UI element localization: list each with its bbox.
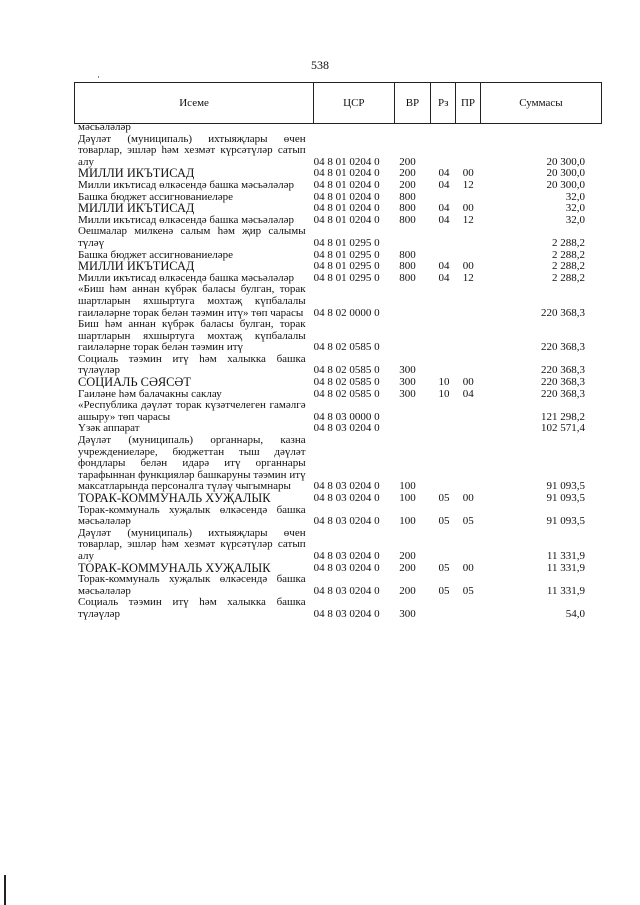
row-csr: 04 8 02 0585 0 (313, 341, 380, 354)
row-vr: 100 (399, 515, 416, 528)
table-row (74, 180, 601, 192)
table-row (74, 400, 601, 423)
row-sum: 32,0 (565, 190, 585, 203)
row-sum: 2 288,2 (551, 236, 585, 249)
row-sum: 20 300,0 (546, 167, 585, 180)
row-csr: 04 8 01 0204 0 (313, 202, 380, 215)
row-name: Милли икътисад өлкәсендә башка мәсьәләләр (78, 213, 294, 226)
row-rz: 04 (438, 260, 450, 273)
row-csr: 04 8 03 0204 0 (313, 584, 380, 597)
row-csr: 04 8 03 0000 0 (313, 410, 380, 423)
header-vr: ВР (395, 83, 432, 123)
row-name: Оешмалар милкенә салым һәм җир салымы түләү (78, 225, 306, 249)
row-vr: 200 (399, 155, 416, 168)
row-csr: 04 8 01 0295 0 (313, 271, 380, 284)
row-vr: 200 (399, 549, 416, 562)
table-row (74, 574, 601, 597)
row-name: Дәүләт (муниципаль) органнары, казна учреждениеләре, бюджеттан тыш дәүләт фондлары белән идарә итү органнары тарафыннан функцияләр башкаруны тәэмин итү максатларында персоналга түләү чыгымнары (78, 434, 306, 493)
row-rz: 04 (438, 178, 450, 191)
row-csr: 04 8 02 0585 0 (313, 376, 380, 389)
row-csr: 04 8 03 0204 0 (313, 561, 380, 574)
row-csr: 04 8 01 0295 0 (313, 260, 380, 273)
row-name: «Республика дәүләт торак күзәтчелеген гамәлгә ашыру» төп чарасы (78, 399, 306, 423)
table-row (74, 319, 601, 354)
row-sum: 220 368,3 (540, 387, 585, 400)
table-row (74, 597, 601, 620)
page-number: 538 (311, 58, 329, 72)
row-csr: 04 8 01 0204 0 (313, 213, 380, 226)
table-row (74, 435, 601, 493)
row-sum: 32,0 (565, 213, 585, 226)
header-sum: Суммасы (481, 83, 602, 123)
row-sum: 2 288,2 (551, 260, 585, 273)
row-name: Торак-коммуналь хуҗалык өлкәсендә башка мәсьәләләр (78, 503, 306, 528)
row-sum: 220 368,3 (540, 364, 585, 377)
row-vr: 300 (399, 364, 416, 377)
row-sum: 54,0 (565, 607, 585, 620)
row-csr: 04 8 03 0204 0 (313, 515, 380, 528)
row-rz: 05 (438, 584, 450, 597)
row-vr: 300 (399, 387, 416, 400)
row-sum: 2 288,2 (551, 248, 585, 261)
row-csr: 04 8 03 0204 0 (313, 549, 380, 562)
table-row (74, 122, 601, 134)
row-name: мәсьәләләр (78, 121, 131, 133)
table-row (74, 261, 601, 273)
header-csr: ЦСР (314, 83, 394, 123)
row-name: Социаль тәэмин итү һәм халыкка башка түләүләр (78, 596, 306, 620)
row-name: Башка бюджет ассигнованиеләре (78, 248, 233, 261)
row-name: Дәүләт (муниципаль) ихтыяҗлары өчен товарлар, эшләр һәм хезмәт күрсәтүләр сатып алу (78, 526, 306, 562)
row-sum: 220 368,3 (540, 341, 585, 354)
row-name: «Биш һәм аннан күбрәк баласы булган, торак шартларын яхшыртуга мохтаҗ күпбалалы гаиләләрне торак белән тәэмин итү» төп чарасы (78, 283, 306, 319)
header-pr: ПР (456, 83, 481, 123)
row-vr: 200 (399, 561, 416, 574)
row-pr: 00 (462, 260, 474, 273)
header-name: Исеме (75, 83, 314, 123)
row-pr: 00 (462, 561, 474, 574)
row-vr: 200 (399, 167, 416, 180)
row-sum: 220 368,3 (540, 376, 585, 389)
row-csr: 04 8 01 0295 0 (313, 248, 380, 261)
row-name: ТОРАК-КОММУНАЛЬ ХУҖАЛЫК (78, 491, 271, 505)
row-vr: 100 (399, 480, 416, 493)
row-vr: 800 (399, 271, 416, 284)
row-pr: 12 (462, 178, 474, 191)
row-csr: 04 8 03 0204 0 (313, 492, 380, 504)
row-vr: 300 (399, 376, 416, 389)
row-rz: 05 (438, 515, 450, 528)
table-row (74, 528, 601, 563)
row-pr: 05 (462, 584, 474, 597)
table-row (74, 203, 601, 215)
table-row (74, 505, 601, 528)
row-rz: 04 (438, 202, 450, 215)
row-name: Биш һәм аннан күбрәк баласы булган, торак шартларын яхшыртуга мохтаҗ күпбалалы гаиләләрне торак белән тәэмин итү (78, 318, 306, 354)
row-name: Дәүләт (муниципаль) ихтыяҗлары өчен товарлар, эшләр һәм хезмәт күрсәтүләр сатып алу (78, 132, 306, 168)
table-row (74, 493, 601, 505)
table-row (74, 134, 601, 169)
row-name: Торак-коммуналь хуҗалык өлкәсендә башка мәсьәләләр (78, 573, 306, 597)
row-pr: 04 (462, 387, 474, 400)
row-sum: 32,0 (565, 202, 585, 215)
row-sum: 91 093,5 (546, 515, 585, 528)
row-csr: 04 8 02 0585 0 (313, 387, 380, 400)
row-sum: 11 331,9 (546, 561, 585, 574)
row-rz: 10 (438, 387, 450, 400)
row-pr: 05 (462, 515, 474, 528)
row-rz: 05 (438, 561, 450, 574)
row-name: Милли икътисад өлкәсендә башка мәсьәләләр (78, 178, 294, 191)
row-csr: 04 8 03 0204 0 (313, 607, 380, 620)
row-sum: 220 368,3 (540, 306, 585, 319)
row-csr: 04 8 01 0204 0 (313, 155, 380, 168)
row-rz: 04 (438, 213, 450, 226)
table-row (74, 354, 601, 377)
row-vr: 800 (399, 260, 416, 273)
row-name: МИЛЛИ ИКЪТИСАД (78, 259, 195, 274)
row-pr: 00 (462, 167, 474, 180)
row-sum: 2 288,2 (551, 271, 585, 284)
row-pr: 00 (462, 492, 474, 504)
row-name: Социаль тәэмин итү һәм халыкка башка түләүләр (78, 352, 306, 377)
row-sum: 121 298,2 (540, 410, 585, 423)
row-sum: 11 331,9 (546, 584, 585, 597)
row-csr: 04 8 03 0204 0 (313, 480, 380, 493)
row-pr: 00 (462, 202, 474, 215)
table-body (74, 122, 601, 621)
scan-edge (4, 875, 6, 905)
row-rz: 10 (438, 376, 450, 389)
scan-mark (98, 76, 99, 78)
row-rz: 04 (438, 167, 450, 180)
header-rz: Рз (431, 83, 456, 123)
table-row (74, 284, 601, 319)
row-csr: 04 8 01 0204 0 (313, 190, 380, 203)
table-row (74, 377, 601, 389)
row-name: ТОРАК-КОММУНАЛЬ ХУҖАЛЫК (78, 560, 271, 575)
row-vr: 100 (399, 492, 416, 504)
row-csr: 04 8 02 0000 0 (313, 306, 380, 319)
row-rz: 05 (438, 492, 450, 504)
row-sum: 91 093,5 (546, 492, 585, 504)
row-vr: 200 (399, 178, 416, 191)
row-vr: 300 (399, 607, 416, 620)
row-pr: 00 (462, 376, 474, 389)
row-name: Үзәк аппарат (78, 422, 140, 435)
row-vr: 800 (399, 213, 416, 226)
row-csr: 04 8 01 0204 0 (313, 167, 380, 180)
row-csr: 04 8 01 0295 0 (313, 236, 380, 249)
row-sum: 91 093,5 (546, 480, 585, 493)
table-header (74, 82, 602, 124)
row-sum: 11 331,9 (546, 549, 585, 562)
row-name: СОЦИАЛЬ СӘЯСӘТ (78, 375, 191, 390)
row-vr: 800 (399, 190, 416, 203)
row-pr: 12 (462, 213, 474, 226)
row-sum: 20 300,0 (546, 178, 585, 191)
row-vr: 800 (399, 248, 416, 261)
row-rz: 04 (438, 271, 450, 284)
row-csr: 04 8 03 0204 0 (313, 422, 380, 435)
row-name: МИЛЛИ ИКЪТИСАД (78, 201, 195, 216)
row-vr: 800 (399, 202, 416, 215)
row-name: Милли икътисад өлкәсендә башка мәсьәләләр (78, 271, 294, 284)
row-pr: 12 (462, 271, 474, 284)
row-csr: 04 8 01 0204 0 (313, 178, 380, 191)
row-name: МИЛЛИ ИКЪТИСАД (78, 166, 195, 181)
table-row (74, 226, 601, 249)
row-sum: 20 300,0 (546, 155, 585, 168)
row-csr: 04 8 02 0585 0 (313, 364, 380, 377)
row-name: Гаиләне һәм балачакны саклау (78, 387, 222, 400)
row-sum: 102 571,4 (540, 422, 585, 435)
row-name: Башка бюджет ассигнованиеләре (78, 190, 233, 203)
row-vr: 200 (399, 584, 416, 597)
